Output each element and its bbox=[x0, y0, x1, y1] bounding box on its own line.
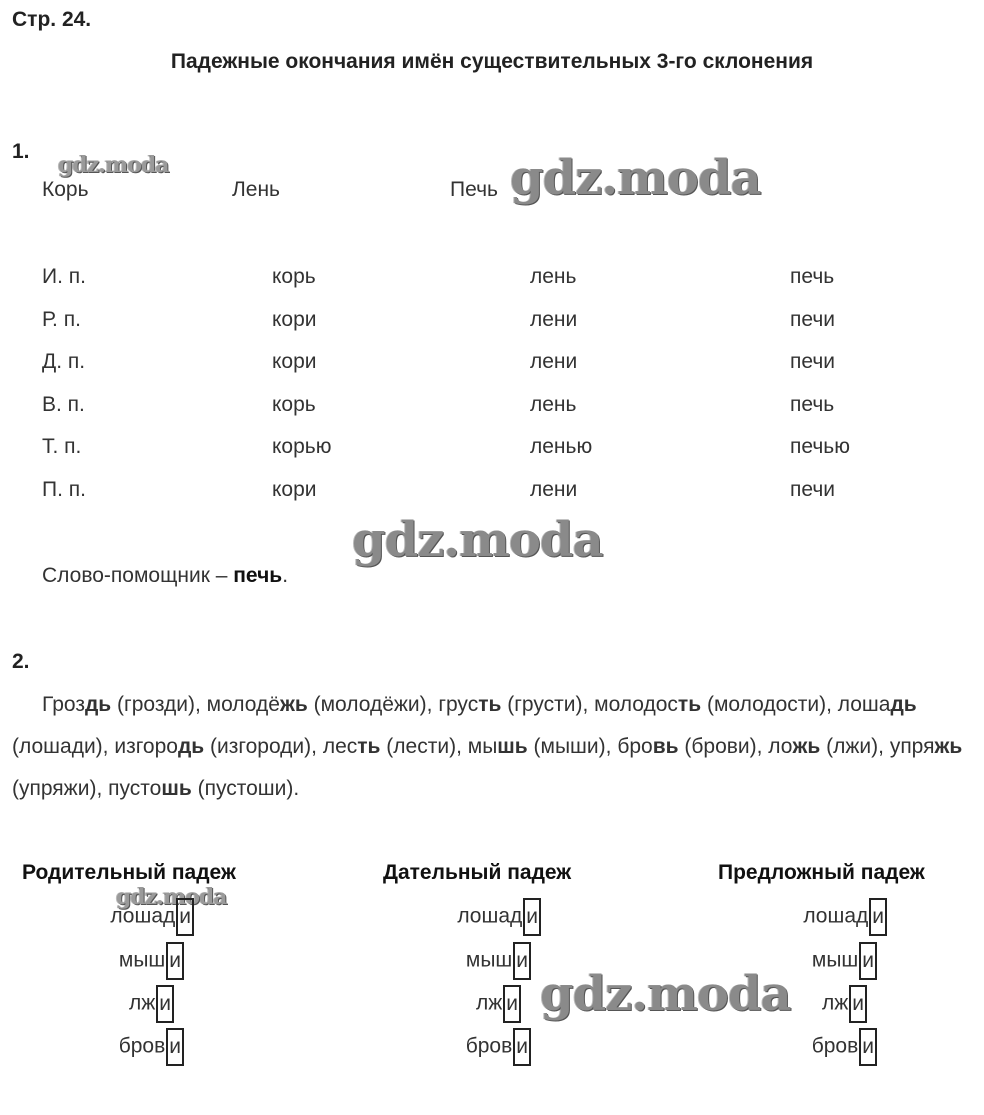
case-label: П. п. bbox=[42, 478, 86, 501]
list-item: лошад и bbox=[803, 898, 887, 936]
task1-word-pech: Печь bbox=[450, 178, 498, 201]
page-title: Падежные окончания имён существительных 3-го склонения bbox=[170, 50, 814, 73]
header-dative: Дательный падеж bbox=[383, 861, 572, 884]
list-item: молодость (молодости), bbox=[594, 693, 838, 716]
case-form-kor: кори bbox=[272, 308, 317, 331]
list-item: ложь (лжи), bbox=[768, 735, 890, 758]
watermark-large: gdz.moda bbox=[510, 150, 761, 206]
page-label: Стр. 24. bbox=[12, 8, 92, 31]
list-item: мыш и bbox=[119, 942, 184, 980]
case-label: Т. п. bbox=[42, 435, 82, 458]
helper-suffix: . bbox=[282, 564, 289, 587]
list-item: изгородь (изгороди), bbox=[114, 735, 323, 758]
header-genitive: Родительный падеж bbox=[22, 861, 236, 884]
case-form-pech: печью bbox=[790, 435, 850, 458]
list-item: лошад и bbox=[457, 898, 541, 936]
header-prepositional: Предложный падеж bbox=[718, 861, 925, 884]
case-label: В. п. bbox=[42, 393, 85, 416]
task1-word-kor: Корь bbox=[42, 178, 89, 201]
list-item: мыш и bbox=[466, 942, 531, 980]
list-item: лж и bbox=[822, 985, 867, 1023]
case-label: И. п. bbox=[42, 265, 86, 288]
case-form-len: лень bbox=[530, 393, 577, 416]
list-item: пустошь (пустоши). bbox=[108, 777, 300, 800]
case-form-pech: печь bbox=[790, 265, 835, 288]
helper-word: печь bbox=[233, 564, 283, 587]
watermark-small: gdz.moda bbox=[58, 152, 169, 178]
watermark-small: gdz.moda bbox=[116, 884, 227, 910]
case-form-len: ленью bbox=[530, 435, 593, 458]
case-form-len: лени bbox=[530, 478, 578, 501]
case-form-kor: корь bbox=[272, 265, 316, 288]
list-item: бров и bbox=[466, 1028, 531, 1066]
list-item: бровь (брови), bbox=[617, 735, 769, 758]
case-form-kor: корь bbox=[272, 393, 316, 416]
helper-line bbox=[42, 564, 288, 588]
list-item: лошадь (лошади), bbox=[12, 693, 917, 758]
list-item: мыш и bbox=[812, 942, 877, 980]
task2-number: 2. bbox=[12, 650, 30, 673]
case-form-len: лени bbox=[530, 308, 578, 331]
watermark-large: gdz.moda bbox=[540, 966, 791, 1022]
list-item: бров и bbox=[119, 1028, 184, 1066]
case-label: Д. п. bbox=[42, 350, 86, 373]
task2-paragraph bbox=[12, 684, 980, 810]
list-item: лошад и bbox=[110, 898, 194, 936]
list-item: упряжь (упряжи), bbox=[12, 735, 963, 800]
list-item: лж и bbox=[476, 985, 521, 1023]
case-form-pech: печи bbox=[790, 350, 836, 373]
list-item: мышь (мыши), bbox=[467, 735, 618, 758]
list-item: бров и bbox=[812, 1028, 877, 1066]
case-form-kor: кори bbox=[272, 350, 317, 373]
task1-word-len: Лень bbox=[232, 178, 280, 201]
case-form-pech: печи bbox=[790, 478, 836, 501]
case-form-kor: корью bbox=[272, 435, 332, 458]
list-item: лж и bbox=[129, 985, 174, 1023]
case-form-pech: печи bbox=[790, 308, 836, 331]
list-item: молодёжь (молодёжи), bbox=[206, 693, 439, 716]
list-item: Гроздь (грозди), bbox=[42, 693, 207, 716]
list-item: лесть (лести), bbox=[322, 735, 468, 758]
watermark-large: gdz.moda bbox=[352, 512, 603, 568]
helper-prefix: Слово-помощник – bbox=[42, 564, 234, 587]
case-form-len: лени bbox=[530, 350, 578, 373]
case-label: Р. п. bbox=[42, 308, 81, 331]
task1-number: 1. bbox=[12, 140, 30, 163]
case-form-len: лень bbox=[530, 265, 577, 288]
list-item: грусть (грусти), bbox=[438, 693, 595, 716]
case-form-kor: кори bbox=[272, 478, 317, 501]
case-form-pech: печь bbox=[790, 393, 835, 416]
